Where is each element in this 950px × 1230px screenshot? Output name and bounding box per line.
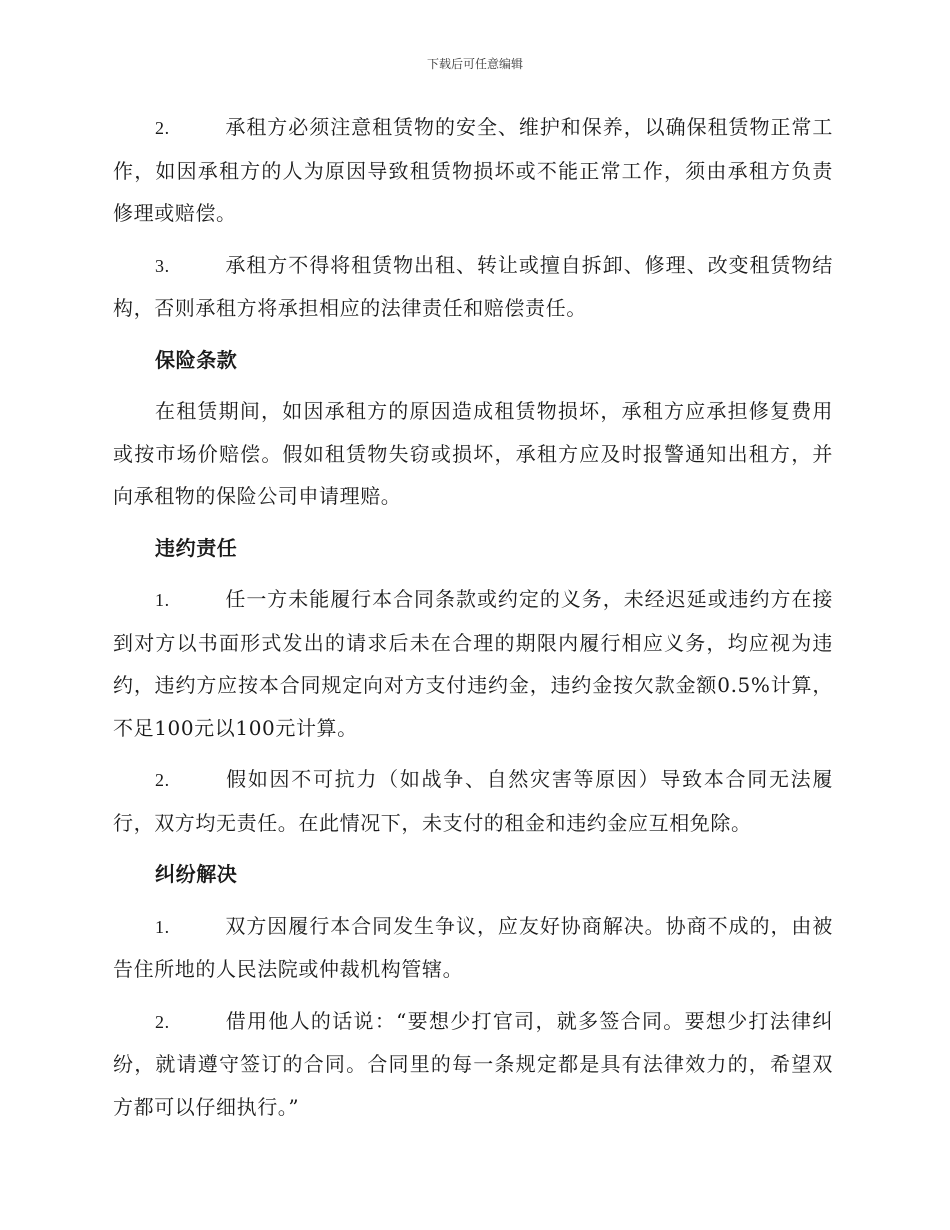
clause-number: 2. [155, 118, 170, 138]
clause-item [113, 106, 833, 235]
paragraph: 在租赁期间，如因承租方的原因造成租赁物损坏，承租方应承担修复费用或按市场价赔偿。假如租赁物失窃或损坏，承租方应及时报警通知出租方，并向承租物的保险公司申请理赔。 [113, 399, 833, 508]
clause-text: 承租方必须注意租赁物的安全、维护和保养，以确保租赁物正常工作，如因承租方的人为原因导致租赁物损坏或不能正常工作，须由承租方负责修理或赔偿。 [113, 115, 833, 225]
clause-number: 1. [155, 590, 170, 610]
clause-item [113, 244, 833, 330]
clause-item [113, 578, 833, 749]
document-body [113, 106, 833, 1137]
clause-item [113, 905, 833, 991]
clause-text: 承租方不得将租赁物出租、转让或擅自拆卸、修理、改变租赁物结构，否则承租方将承担相应的法律责任和赔偿责任。 [113, 252, 833, 320]
page-header: 下载后可任意编辑 [426, 57, 523, 71]
clause-text: 双方因履行本合同发生争议，应友好协商解决。协商不成的，由被告住所地的人民法院或仲裁机构管辖。 [113, 913, 833, 981]
clause-item [113, 1000, 833, 1129]
clause-number: 3. [155, 255, 170, 276]
clause-number: 2. [155, 1011, 170, 1032]
section-heading: 违约责任 [155, 535, 238, 560]
clause-number: 1. [155, 916, 170, 937]
clause-text: 任一方未能履行本合同条款或约定的义务，未经迟延或违约方在接到对方以书面形式发出的请求后未在合理的期限内履行相应义务，均应视为违约，违约方应按本合同规定向对方支付违约金，违约金按欠款金额0.5%计算，不足100元以100元计算。 [113, 587, 833, 740]
clause-text: 假如因不可抗力（如战争、自然灾害等原因）导致本合同无法履行，双方均无责任。在此情况下，未支付的租金和违约金应互相免除。 [113, 767, 833, 835]
clause-item [113, 758, 833, 844]
section-heading: 保险条款 [155, 347, 238, 372]
section-heading: 纠纷解决 [155, 862, 238, 886]
clause-number: 2. [155, 770, 170, 790]
clause-text: 借用他人的话说：“要想少打官司，就多签合同。要想少打法律纠纷，就请遵守签订的合同。合同里的每一条规定都是具有法律效力的，希望双方都可以仔细执行。” [113, 1008, 833, 1119]
